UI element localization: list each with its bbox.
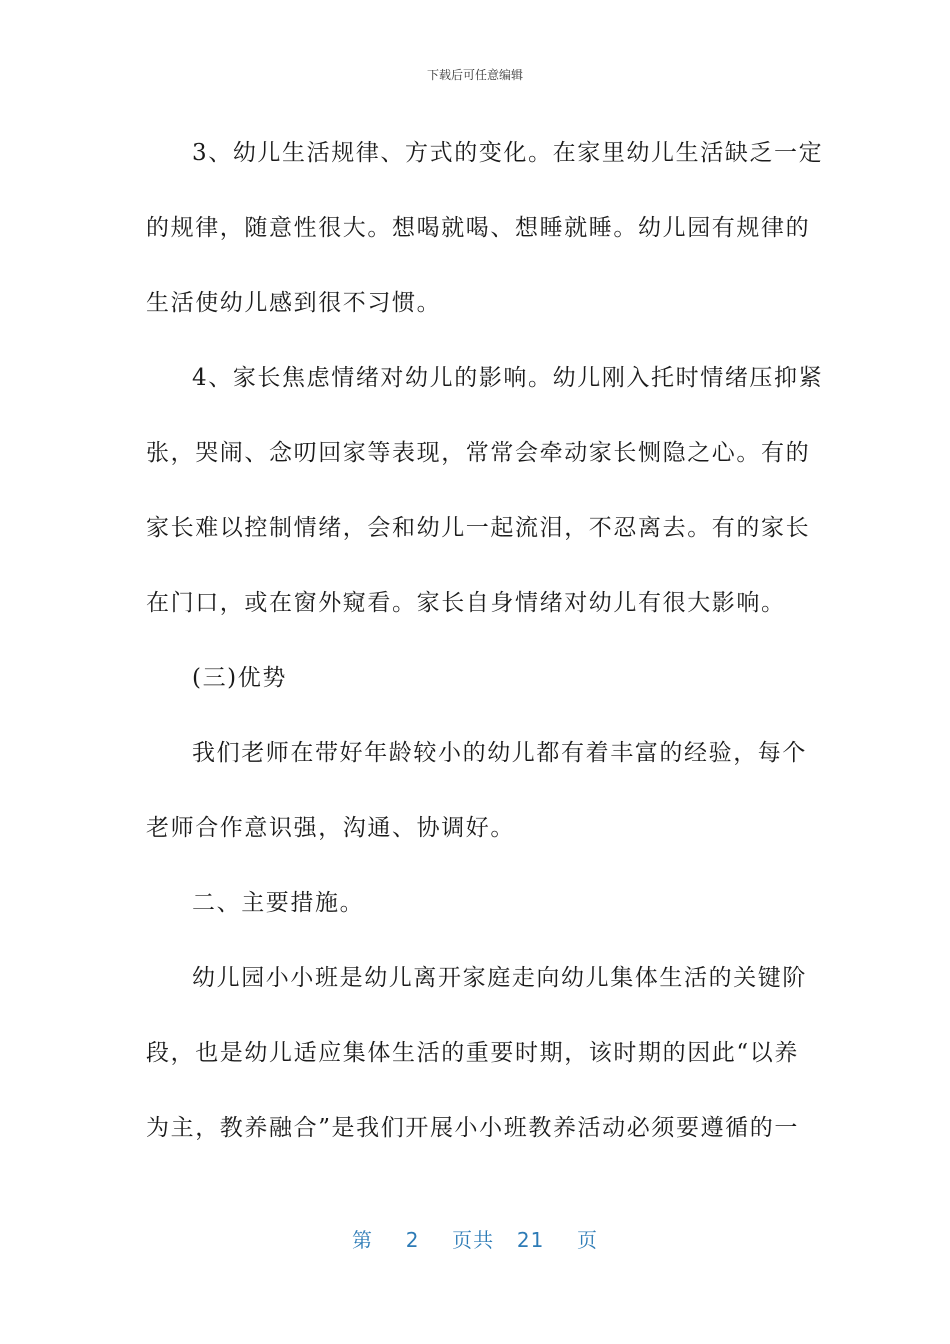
text-line: 4、家长焦虑情绪对幼儿的影响。幼儿刚入托时情绪压抑紧 [192, 365, 824, 391]
text-line: 我们老师在带好年龄较小的幼儿都有着丰富的经验，每个 [192, 740, 807, 766]
section-heading-advantages [146, 641, 806, 716]
page-footer [0, 1224, 950, 1253]
paragraph-3 [146, 716, 806, 866]
paragraph-4 [146, 941, 806, 1166]
text-line: 段，也是幼儿适应集体生活的重要时期，该时期的因此“以养 [146, 1040, 799, 1066]
page-current: 2 [405, 1228, 420, 1252]
page-prefix: 第 [351, 1228, 373, 1252]
page-total: 21 [516, 1228, 545, 1252]
paragraph-2 [146, 341, 824, 641]
text-line: 幼儿园小小班是幼儿离开家庭走向幼儿集体生活的关键阶 [192, 965, 807, 991]
header-note: 下载后可任意编辑 [426, 68, 523, 82]
text-line: 老师合作意识强，沟通、协调好。 [146, 815, 515, 841]
page-middle: 页共 [452, 1228, 495, 1252]
text-line: 为主，教养融合”是我们开展小小班教养活动必须要遵循的一 [146, 1115, 799, 1141]
page-suffix: 页 [577, 1228, 599, 1252]
text-line: 张，哭闹、念叨回家等表现，常常会牵动家长恻隐之心。有的 [146, 440, 811, 466]
heading-line: (三)优势 [192, 665, 287, 691]
paragraph-1 [146, 116, 824, 341]
document-body [146, 116, 824, 1166]
text-line: 在门口，或在窗外窥看。家长自身情绪对幼儿有很大影响。 [146, 590, 786, 616]
text-line: 3、幼儿生活规律、方式的变化。在家里幼儿生活缺乏一定 [192, 140, 824, 166]
text-line: 的规律，随意性很大。想喝就喝、想睡就睡。幼儿园有规律的 [146, 215, 811, 241]
heading-line: 二、主要措施。 [192, 890, 365, 916]
text-line: 生活使幼儿感到很不习惯。 [146, 290, 442, 316]
section-heading-measures [146, 866, 806, 941]
text-line: 家长难以控制情绪，会和幼儿一起流泪，不忍离去。有的家长 [146, 515, 811, 541]
